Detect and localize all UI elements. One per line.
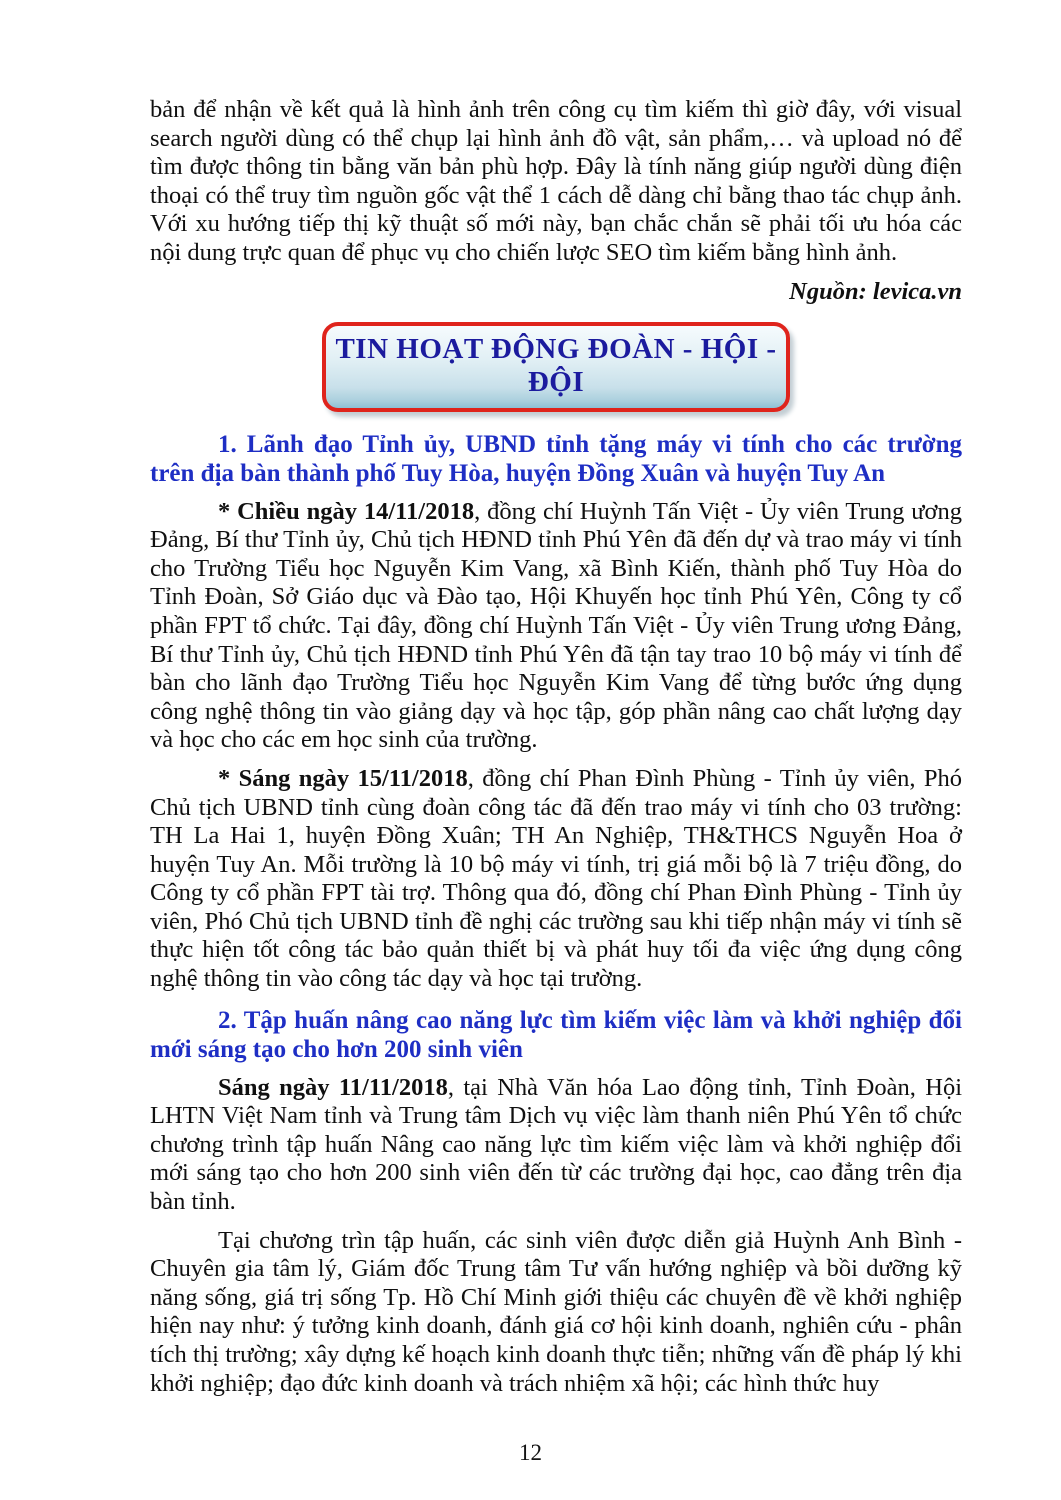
- section-2-paragraph-2: [150, 1227, 962, 1399]
- section-1-paragraph-2: [150, 765, 962, 994]
- page-number: 12: [519, 1440, 542, 1465]
- paragraph-date-lead: * Chiều ngày 14/11/2018: [218, 497, 475, 525]
- intro-paragraph-continuation: bản để nhận về kết quả là hình ảnh trên công cụ tìm kiếm thì giờ đây, với visual search người dùng có thể chụp lại hình ảnh đồ vật, sản phẩm,… và upload nó để tìm được thông tin bằng văn bản phù hợp. Đây là tính năng giúp người dùng điện thoại có thể truy tìm nguồn gốc vật thể 1 cách dễ dàng chỉ bằng thao tác chụp ảnh. Với xu hướng tiếp thị kỹ thuật số mới này, bạn chắc chắn sẽ phải tối ưu hóa các nội dung trực quan để phục vụ cho chiến lược SEO tìm kiếm bằng hình ảnh.: [150, 96, 962, 266]
- paragraph-date-lead: Sáng ngày 11/11/2018: [218, 1073, 448, 1101]
- section-1-heading: 1. Lãnh đạo Tỉnh ủy, UBND tỉnh tặng máy vi tính cho các trường trên địa bàn thành phố Tuy Hòa, huyện Đồng Xuân và huyện Tuy An: [150, 430, 962, 488]
- paragraph-text: , đồng chí Phan Đình Phùng - Tỉnh ủy viên, Phó Chủ tịch UBND tỉnh cùng đoàn công tác đã đến trao máy vi tính cho 03 trường: TH La Hai 1, huyện Đồng Xuân; TH An Nghiệp, TH&THCS Nguyễn Hoa ở huyện Tuy An. Mỗi trường là 10 bộ máy vi tính, trị giá mỗi bộ là 7 triệu đồng, do Công ty cổ phần FPT tài trợ. Thông qua đó, đồng chí Phan Đình Phùng - Tỉnh ủy viên, Phó Chủ tịch UBND tỉnh đề nghị các trường sau khi tiếp nhận máy vi tính sẽ thực hiện tốt công tác bảo quản thiết bị và phát huy tối đa việc ứng dụng công nghệ thông tin vào công tác dạy và học tại trường.: [150, 764, 963, 993]
- source-attribution: Nguồn: levica.vn: [789, 277, 962, 305]
- section-banner-row: [150, 322, 962, 412]
- paragraph-text: , đồng chí Huỳnh Tấn Việt - Ủy viên Trung ương Đảng, Bí thư Tỉnh ủy, Chủ tịch HĐND tỉnh Phú Yên đã đến dự và trao máy vi tính cho Trường Tiểu học Nguyễn Kim Vang, xã Bình Kiến, thành phố Tuy Hòa do Tỉnh Đoàn, Sở Giáo dục và Đào tạo, Hội Khuyến học tỉnh Phú Yên, Công ty cổ phần FPT tổ chức. Tại đây, đồng chí Huỳnh Tấn Việt - Ủy viên Trung ương Đảng, Bí thư Tỉnh ủy, Chủ tịch HĐND tỉnh Phú Yên đã tận tay trao 10 bộ máy vi tính để bàn cho lãnh đạo Trường Tiểu học Nguyễn Kim Vang để từng bước ứng dụng công nghệ thông tin vào giảng dạy và học tập, góp phần nâng cao chất lượng dạy và học cho các em học sinh của trường.: [150, 497, 962, 754]
- banner-title: TIN HOẠT ĐỘNG ĐOÀN - HỘI - ĐỘI: [335, 332, 777, 398]
- section-1-paragraph-1: [150, 498, 962, 755]
- paragraph-text: , tại Nhà Văn hóa Lao động tỉnh, Tỉnh Đoàn, Hội LHTN Việt Nam tỉnh và Trung tâm Dịch vụ việc làm thanh niên Phú Yên tổ chức chương trình tập huấn Nâng cao năng lực tìm kiếm việc làm và khởi nghiệp đổi mới sáng tạo cho hơn 200 sinh viên đến từ các trường đại học, cao đẳng trên địa bàn tỉnh.: [150, 1073, 963, 1216]
- section-2-heading: 2. Tập huấn nâng cao năng lực tìm kiếm việc làm và khởi nghiệp đổi mới sáng tạo cho hơn 200 sinh viên: [150, 1006, 962, 1064]
- document-page: [150, 96, 962, 1408]
- section-2-paragraph-1: [150, 1074, 962, 1217]
- paragraph-date-lead: * Sáng ngày 15/11/2018: [218, 764, 468, 792]
- paragraph-text: Tại chương trìn tập huấn, các sinh viên được diễn giả Huỳnh Anh Bình - Chuyên gia tâm lý, Giám đốc Trung tâm Tư vấn hướng nghiệp và bồi dưỡng kỹ năng sống, giá trị sống Tp. Hồ Chí Minh giới thiệu các chuyên đề về khởi nghiệp hiện nay như: ý tưởng kinh doanh, đánh giá cơ hội kinh doanh, nghiên cứu - phân tích thị trường; xây dựng kế hoạch kinh doanh thực tiễn; những vấn đề pháp lý khi khởi nghiệp; đạo đức kinh doanh và trách nhiệm xã hội; các hình thức huy: [150, 1226, 962, 1397]
- section-banner: [322, 322, 790, 412]
